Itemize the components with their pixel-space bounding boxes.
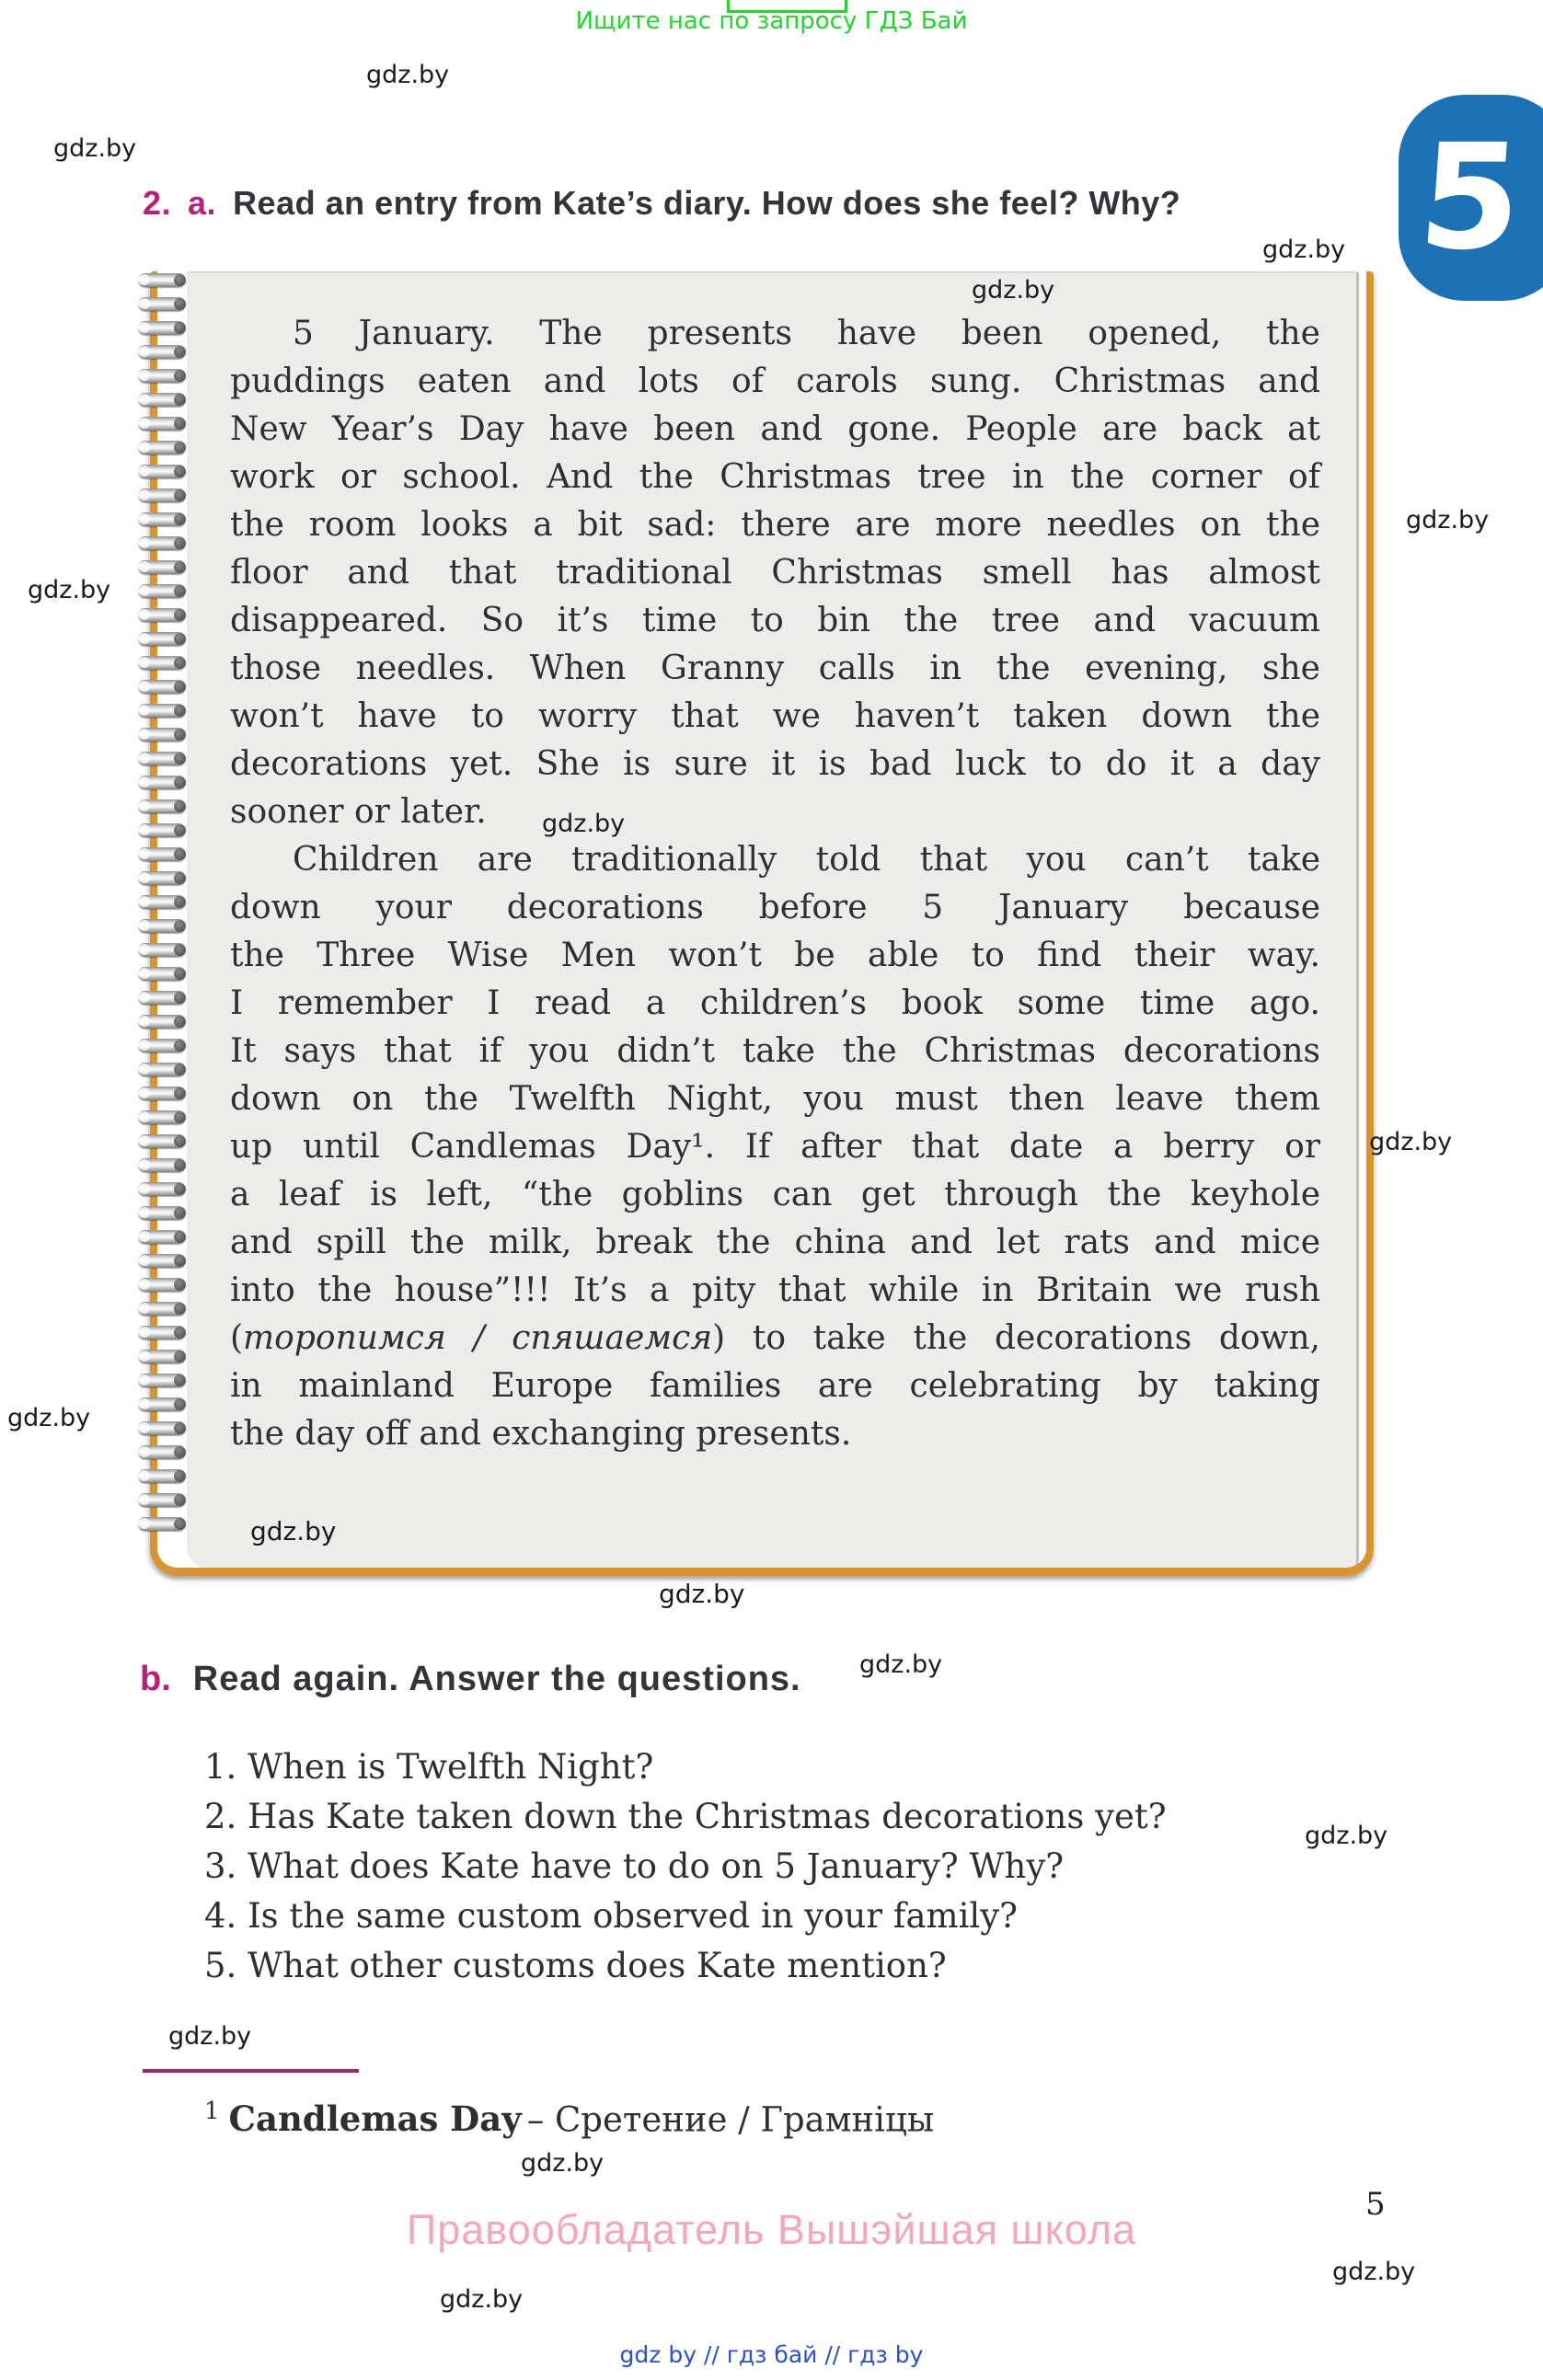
diary-line: the day off and exchanging presents.	[230, 1415, 852, 1453]
exercise-number: 2.	[143, 184, 172, 222]
spiral-ring	[138, 1063, 186, 1076]
spiral-ring	[138, 321, 186, 335]
diary-line: disappeared. So it’s time to bin the tree and vacuum	[230, 602, 1320, 639]
spiral-ring	[138, 345, 186, 359]
spiral-ring	[138, 1230, 186, 1244]
spiral-ring	[138, 465, 186, 478]
spiral-ring	[138, 919, 186, 933]
spiral-ring	[138, 1350, 186, 1363]
spiral-ring	[138, 704, 186, 718]
spiral-ring	[138, 943, 186, 957]
diary-line: in mainland Europe families are celebrating by taking	[230, 1367, 1320, 1405]
diary-line: decorations yet. She is sure it is bad luck to do it a day	[230, 745, 1320, 783]
diary-line: I remember I read a children’s book some time ago.	[230, 984, 1320, 1022]
exercise-letter: a.	[188, 184, 217, 222]
watermark: gdz.by	[1406, 506, 1490, 535]
spiral-ring	[138, 680, 186, 694]
diary-line: puddings eaten and lots of carols sung. Christmas and	[230, 362, 1320, 400]
exercise-title: Read an entry from Kate’s diary. How does she feel? Why?	[233, 184, 1181, 222]
spiral-ring	[138, 512, 186, 526]
footnote-divider	[143, 2069, 359, 2073]
spiral-ring	[138, 1015, 186, 1029]
watermark: gdz.by	[53, 134, 137, 163]
watermark: gdz.by	[1305, 1822, 1388, 1850]
spiral-ring	[138, 776, 186, 789]
spiral-ring	[138, 1110, 186, 1124]
spiral-ring	[138, 369, 186, 383]
spiral-ring	[138, 1493, 186, 1507]
watermark: gdz.by	[972, 276, 1055, 305]
spiral-ring	[138, 560, 186, 574]
spiral-ring	[138, 608, 186, 622]
diary-line: New Year’s Day have been and gone. People are back at	[230, 410, 1320, 448]
spiral-ring	[138, 799, 186, 813]
unit-number-badge	[1399, 95, 1543, 301]
diary-line: the room looks a bit sad: there are more needles on the	[230, 506, 1320, 544]
watermark: gdz.by	[1369, 1128, 1453, 1156]
footnote-marker: 1	[204, 2098, 220, 2125]
diary-line: down your decorations before 5 January because	[230, 889, 1320, 926]
spiral-ring	[138, 728, 186, 742]
spiral-ring	[138, 656, 186, 670]
spiral-ring	[138, 297, 186, 311]
diary-line: and spill the milk, break the china and let rats and mice	[230, 1224, 1320, 1261]
spiral-ring	[138, 1302, 186, 1316]
watermark: gdz.by	[659, 1579, 745, 1609]
copyright-line: Правообладатель Вышэйшая школа	[406, 2206, 1137, 2253]
exercise-2a-heading	[143, 184, 1180, 223]
watermark: gdz.by	[7, 1404, 91, 1432]
spiral-ring	[138, 489, 186, 502]
watermark: gdz.by	[168, 2022, 252, 2051]
watermark: gdz.by	[1332, 2258, 1416, 2286]
footnote	[204, 2098, 934, 2139]
question-item: 2. Has Kate taken down the Christmas decorations yet?	[204, 1797, 1167, 1836]
spiral-ring	[138, 991, 186, 1005]
diary-line: a leaf is left, “the goblins can get through the keyhole	[230, 1176, 1320, 1213]
diary-line: floor and that traditional Christmas smell has almost	[230, 554, 1320, 592]
spiral-ring	[138, 1134, 186, 1148]
spiral-ring	[138, 1278, 186, 1292]
exercise-2b-heading	[140, 1660, 801, 1699]
spiral-ring	[138, 1039, 186, 1052]
footnote-term: Candlemas Day	[228, 2098, 522, 2140]
spiral-ring	[138, 895, 186, 909]
spiral-ring	[138, 1254, 186, 1268]
spiral-ring	[138, 1206, 186, 1220]
spiral-ring	[138, 847, 186, 861]
spiral-ring	[138, 823, 186, 837]
question-list	[204, 1742, 1400, 1991]
exercise-b-title: Read again. Answer the questions.	[192, 1660, 801, 1698]
spiral-ring	[138, 967, 186, 981]
watermark: gdz.by	[366, 61, 450, 89]
diary-entry-text	[230, 310, 1320, 1458]
diary-line: It says that if you didn’t take the Christmas decorations	[230, 1032, 1320, 1070]
spiral-binding	[138, 273, 186, 1541]
diary-line: into the house”!!! It’s a pity that while in Britain we rush	[230, 1271, 1320, 1309]
watermark: gdz.by	[859, 1650, 943, 1679]
watermark: gdz.by	[542, 810, 626, 838]
spiral-ring	[138, 1397, 186, 1411]
diary-line: sooner or later.	[230, 793, 487, 831]
diary-line: (торопимся / спяшаемся) to take the decorations down,	[230, 1319, 1320, 1357]
diary-line: Children are traditionally told that you can’t take	[293, 841, 1320, 879]
spiral-ring	[138, 871, 186, 885]
watermark: gdz.by	[440, 2285, 524, 2314]
spiral-ring	[138, 1421, 186, 1435]
diary-line: won’t have to worry that we haven’t taken down the	[230, 697, 1320, 735]
diary-line: those needles. When Granny calls in the evening, she	[230, 650, 1320, 687]
watermark: gdz.by	[28, 576, 111, 604]
seo-footer-line: gdz by // гдз бай // гдз by	[619, 2341, 924, 2368]
spiral-ring	[138, 1445, 186, 1459]
watermark: gdz.by	[1262, 236, 1346, 264]
unit-number: 5	[1413, 113, 1526, 282]
spiral-ring	[138, 1517, 186, 1531]
question-item: 1. When is Twelfth Night?	[204, 1747, 654, 1787]
spiral-ring	[138, 393, 186, 407]
diary-line: up until Candlemas Day¹. If after that date a berry or	[230, 1128, 1320, 1166]
diary-line: 5 January. The presents have been opened, the	[293, 315, 1320, 352]
spiral-ring	[138, 536, 186, 550]
spiral-ring	[138, 1087, 186, 1100]
question-item: 4. Is the same custom observed in your family?	[204, 1896, 1019, 1936]
spiral-ring	[138, 752, 186, 765]
question-item: 5. What other customs does Kate mention?	[204, 1946, 947, 1985]
page-number: 5	[1365, 2186, 1386, 2223]
diary-line: down on the Twelfth Night, you must then leave them	[230, 1080, 1320, 1118]
spiral-ring	[138, 1158, 186, 1172]
diary-line: work or school. And the Christmas tree in the corner of	[230, 458, 1320, 496]
spiral-ring	[138, 1469, 186, 1483]
diary-line: the Three Wise Men won’t be able to find their way.	[230, 937, 1320, 974]
search-hint-banner: Ищите нас по запросу ГДЗ Бай	[575, 7, 968, 35]
spiral-ring	[138, 273, 186, 287]
spiral-ring	[138, 1182, 186, 1196]
spiral-ring	[138, 1326, 186, 1339]
spiral-ring	[138, 417, 186, 431]
exercise-letter-b: b.	[140, 1660, 171, 1698]
footnote-translation: – Сретение / Грамніцы	[526, 2099, 935, 2140]
watermark: gdz.by	[521, 2149, 605, 2178]
watermark: gdz.by	[250, 1516, 337, 1546]
spiral-ring	[138, 1374, 186, 1387]
spiral-ring	[138, 441, 186, 454]
question-item: 3. What does Kate have to do on 5 January? Why?	[204, 1846, 1065, 1886]
spiral-ring	[138, 584, 186, 598]
spiral-ring	[138, 632, 186, 646]
